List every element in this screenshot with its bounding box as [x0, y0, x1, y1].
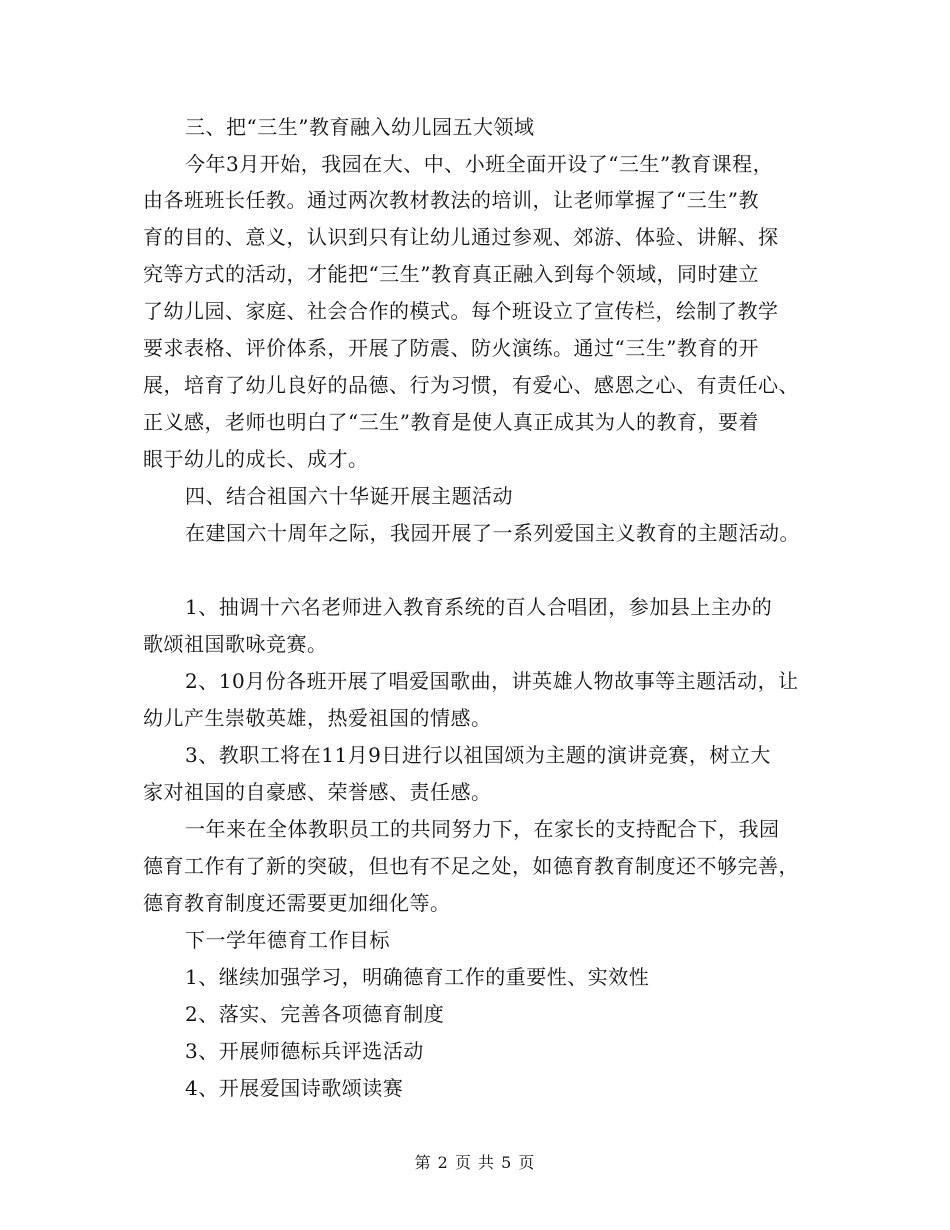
goal-item: 4、开展爱国诗歌颂读赛 — [185, 1076, 404, 1100]
paragraph-line: 正义感，老师也明白了“三生”教育是使人真正成其为人的教育，要着 — [143, 410, 759, 434]
paragraph-line: 眼于幼儿的成长、成才。 — [143, 447, 369, 471]
section-heading-4: 四、结合祖国六十华诞开展主题活动 — [185, 484, 513, 508]
paragraph-line: 德育教育制度还需要更加细化等。 — [143, 891, 451, 915]
paragraph-line: 了幼儿园、家庭、社会合作的模式。每个班设立了宣传栏，绘制了教学 — [143, 299, 779, 323]
list-item-continuation: 幼儿产生崇敬英雄，热爱祖国的情感。 — [143, 706, 492, 730]
paragraph-line: 今年3月开始，我园在大、中、小班全面开设了“三生”教育课程， — [185, 152, 774, 176]
goal-item: 1、继续加强学习，明确德育工作的重要性、实效性 — [185, 965, 650, 989]
list-item: 2、10月份各班开展了唱爱国歌曲，讲英雄人物故事等主题活动，让 — [185, 669, 799, 693]
paragraph-line: 要求表格、评价体系，开展了防震、防火演练。通过“三生”教育的开 — [143, 336, 759, 360]
goal-item: 2、落实、完善各项德育制度 — [185, 1002, 445, 1026]
paragraph-line: 在建国六十周年之际，我园开展了一系列爱国主义教育的主题活动。 — [185, 521, 800, 545]
goal-item: 3、开展师德标兵评选活动 — [185, 1039, 424, 1063]
section-heading-3: 三、把“三生”教育融入幼儿园五大领域 — [185, 115, 535, 139]
paragraph-line: 德育工作有了新的突破，但也有不足之处，如德育教育制度还不够完善， — [143, 854, 799, 878]
paragraph-line: 由各班班长任教。通过两次教材教法的培训，让老师掌握了“三生”教 — [143, 188, 759, 212]
section-heading-goals: 下一学年德育工作目标 — [185, 928, 390, 952]
list-item: 1、抽调十六名老师进入教育系统的百人合唱团，参加县上主办的 — [185, 595, 773, 619]
paragraph-line: 一年来在全体教职员工的共同努力下，在家长的支持配合下，我园 — [185, 817, 780, 841]
list-item-continuation: 家对祖国的自豪感、荣誉感、责任感。 — [143, 780, 492, 804]
list-item-continuation: 歌颂祖国歌咏竞赛。 — [143, 632, 328, 656]
list-item: 3、教职工将在11月9日进行以祖国颂为主题的演讲竞赛，树立大 — [185, 743, 771, 767]
paragraph-line: 育的目的、意义，认识到只有让幼儿通过参观、郊游、体验、讲解、探 — [143, 225, 779, 249]
paragraph-line: 展，培育了幼儿良好的品德、行为习惯，有爱心、感恩之心、有责任心、 — [143, 373, 799, 397]
page-footer: 第 2 页 共 5 页 — [414, 1153, 536, 1172]
paragraph-line: 究等方式的活动，才能把“三生”教育真正融入到每个领域，同时建立 — [143, 262, 759, 286]
